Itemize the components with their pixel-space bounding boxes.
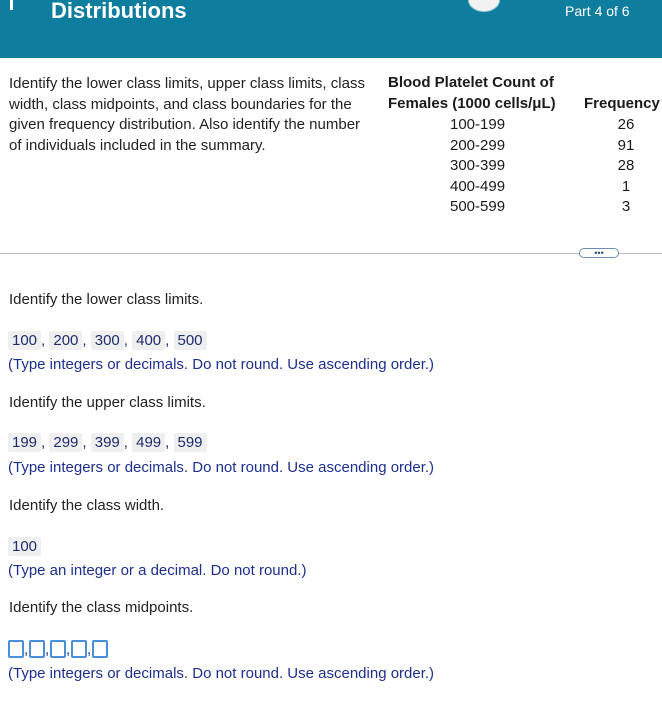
previous-part-button[interactable]	[468, 0, 500, 12]
table-header-frequency: Frequency	[584, 94, 660, 112]
frequency-cell: 26	[617, 116, 635, 133]
top-bar	[0, 0, 662, 58]
midpoint-input[interactable]	[50, 640, 66, 658]
section-divider	[0, 253, 662, 254]
midpoints-answer: , , , ,	[8, 640, 108, 664]
midpoint-input[interactable]	[71, 640, 87, 658]
answer-value[interactable]: 100	[8, 537, 41, 556]
table-row	[388, 136, 662, 157]
frequency-cell: 28	[617, 157, 635, 174]
problem-statement: Identify the lower class limits, upper class limits, class width, class midpoints, and class boundaries for the given frequency distribution. Also identify the number of individuals included in the summary.	[9, 75, 365, 154]
class-width-answer	[8, 537, 41, 556]
answer-value[interactable]: 400	[132, 331, 165, 350]
midpoints-hint: (Type integers or decimals. Do not round. Use ascending order.)	[8, 665, 435, 682]
class-cell: 500-599	[450, 198, 506, 215]
class-width-hint: (Type an integer or a decimal. Do not round.)	[8, 562, 307, 579]
class-cell: 100-199	[450, 116, 506, 133]
lower-limits-answer: 100 , 200 , 300 , 400 , 500	[8, 331, 207, 350]
part-indicator: Part 4 of 6	[565, 3, 630, 19]
answer-value[interactable]: 599	[174, 433, 207, 452]
midpoint-input[interactable]	[92, 640, 108, 658]
answer-value[interactable]: 100	[8, 331, 41, 350]
class-width-question: Identify the class width.	[9, 497, 165, 514]
lower-limits-question: Identify the lower class limits.	[9, 291, 204, 308]
lower-limits-hint: (Type integers or decimals. Do not round. Use ascending order.)	[8, 356, 435, 373]
table-header-class-line2: Females (1000 cells/μL)	[388, 94, 556, 112]
answer-value[interactable]: 200	[49, 331, 82, 350]
answer-value[interactable]: 300	[91, 331, 124, 350]
midpoint-input[interactable]	[29, 640, 45, 658]
class-cell: 200-299	[450, 136, 506, 154]
frequency-cell: 3	[621, 198, 631, 215]
menu-icon[interactable]	[10, 0, 13, 10]
midpoints-question: Identify the class midpoints.	[9, 599, 194, 616]
answer-value[interactable]: 199	[8, 433, 41, 452]
class-cell: 400-499	[450, 177, 506, 195]
table-row	[388, 156, 662, 177]
upper-limits-hint: (Type integers or decimals. Do not round. Use ascending order.)	[8, 459, 435, 476]
table-row	[388, 115, 662, 136]
page-title: Distributions	[51, 0, 187, 23]
upper-limits-question: Identify the upper class limits.	[9, 394, 206, 411]
table-header-class-line1: Blood Platelet Count of	[388, 74, 554, 91]
answer-value[interactable]: 500	[174, 331, 207, 350]
upper-limits-answer: 199 , 299 , 399 , 499 , 599	[8, 433, 207, 452]
frequency-cell: 91	[617, 136, 635, 154]
answer-value[interactable]: 499	[132, 433, 165, 452]
more-options-button[interactable]: •••	[579, 248, 619, 258]
table-row	[388, 177, 662, 198]
answer-value[interactable]: 399	[91, 433, 124, 452]
class-cell: 300-399	[450, 157, 506, 174]
answer-value[interactable]: 299	[49, 433, 82, 452]
table-row	[388, 197, 662, 218]
midpoint-input[interactable]	[8, 640, 24, 658]
frequency-cell: 1	[621, 177, 631, 195]
